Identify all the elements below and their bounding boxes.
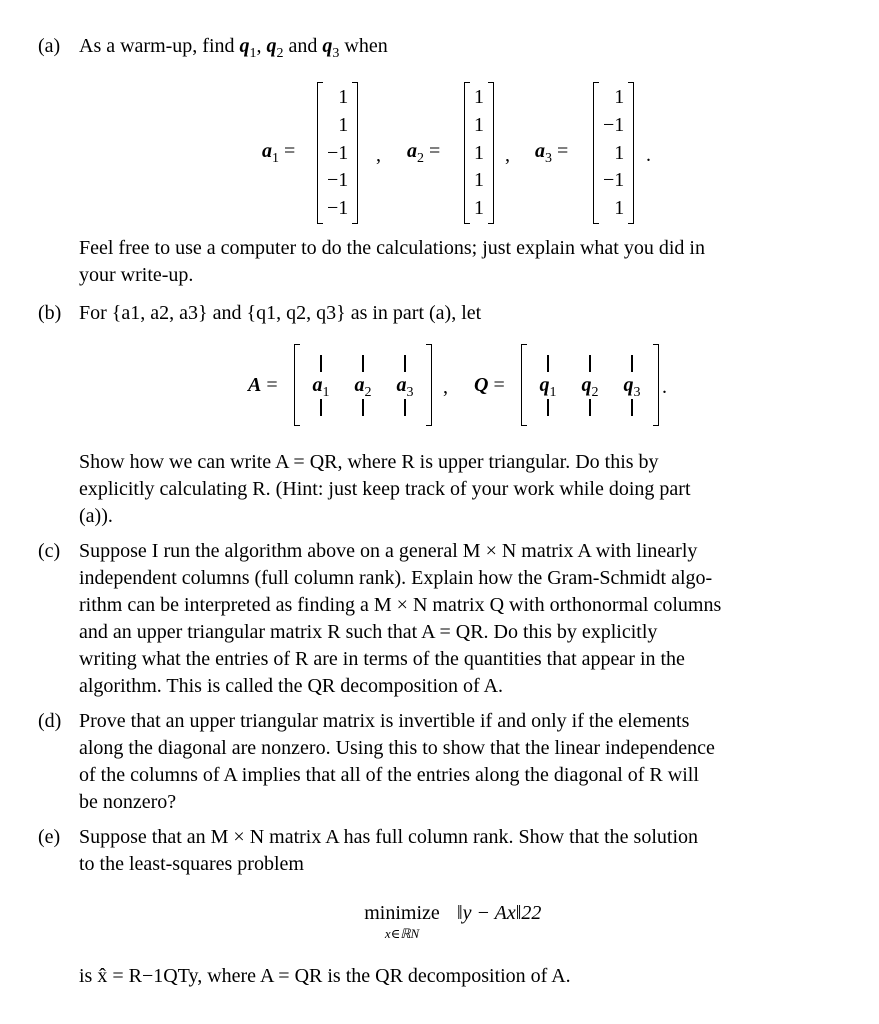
column-label: $a_1$ [312,373,330,400]
vector-entry: 1 [614,86,625,108]
matrix-column [300,355,342,416]
vector-entry: −1 [327,141,349,164]
part-e-label: (e) [38,826,61,848]
vector-entry: −1 [603,113,625,136]
matrix-A [294,344,432,426]
column-label: $a_2$ [354,373,372,400]
part-c-text: Suppose I run the algorithm above on a general M × N matrix A with linearly independent columns (full column rank). Explain how the Gram-Schmidt algo- rithm can be interpreted as finding a M × N matrix Q with orthonormal columns and an upper triangular matrix R such that A = QR. Do this by explicitly writing what the entries of R are in terms of the quantities that appear in the algorithm. This is called the QR decomposition of A. [79,540,722,697]
vector-a2 [464,82,494,224]
comma: , [443,376,448,398]
part-e-text: Suppose that an M × N matrix A has full column rank. Show that the solution to the least-squares problem [79,826,699,875]
matrix-A-label: A = [248,374,278,396]
matrix-column [569,355,611,416]
part-a-intro: As a warm-up, find $q_1$, $q_2$ and $q_3$ when [79,35,388,61]
part-e-final: is x̂ = R−1QTy, where A = QR is the QR decomposition of A. [79,965,571,987]
minimize-operator: minimize x∈ℝN [364,902,440,941]
comma: , [505,144,510,166]
matrix-column [527,355,569,416]
column-label: $q_2$ [581,373,599,400]
part-d-label: (d) [38,710,62,732]
matrix-column [611,355,653,416]
column-label: $q_1$ [539,373,557,400]
column-label: $a_3$ [396,373,414,400]
objective-expression: ‖y − Ax‖22 [457,902,542,924]
vector-a3-label: $a_3$ = [535,140,569,166]
vector-entry: −1 [603,169,625,192]
vector-entry: 1 [338,113,349,136]
vector-entry: 1 [474,86,484,108]
vector-entry: 1 [338,86,349,108]
part-b-intro: For {a1, a2, a3} and {q1, q2, q3} as in part (a), let [79,302,482,324]
comma: , [376,144,381,166]
vector-a3 [593,82,634,224]
vector-entry: 1 [474,113,484,136]
part-a-label: (a) [38,35,61,57]
period: . [662,376,667,398]
matrix-Q-label: Q = [474,374,505,396]
vector-entry: 1 [614,141,625,164]
vector-entry: −1 [327,197,349,219]
part-d-text: Prove that an upper triangular matrix is invertible if and only if the elements along the diagonal are nonzero. Using this to show that the linear independence of the columns of A implies that all of the entries along the diagonal of R will be nonzero? [79,710,715,813]
matrix-Q [521,344,659,426]
period: . [646,144,651,166]
vector-entry: −1 [327,169,349,192]
part-b-text: Show how we can write A = QR, where R is upper triangular. Do this by explicitly calculating R. (Hint: just keep track of your work while doing part (a)). [79,451,691,527]
vector-a2-label: $a_2$ = [407,140,441,166]
part-b-label: (b) [38,302,62,324]
vector-a1-label: $a_1$ = [262,140,296,166]
vector-entry: 1 [614,197,625,219]
vector-entry: 1 [474,197,484,219]
column-label: $q_3$ [623,373,641,400]
vector-entry: 1 [474,141,484,164]
vector-a1 [317,82,358,224]
matrix-column [384,355,426,416]
matrix-column [342,355,384,416]
part-a-note: Feel free to use a computer to do the calculations; just explain what you did in your write-up. [79,237,705,286]
vector-entry: 1 [474,169,484,192]
part-c-label: (c) [38,540,61,562]
